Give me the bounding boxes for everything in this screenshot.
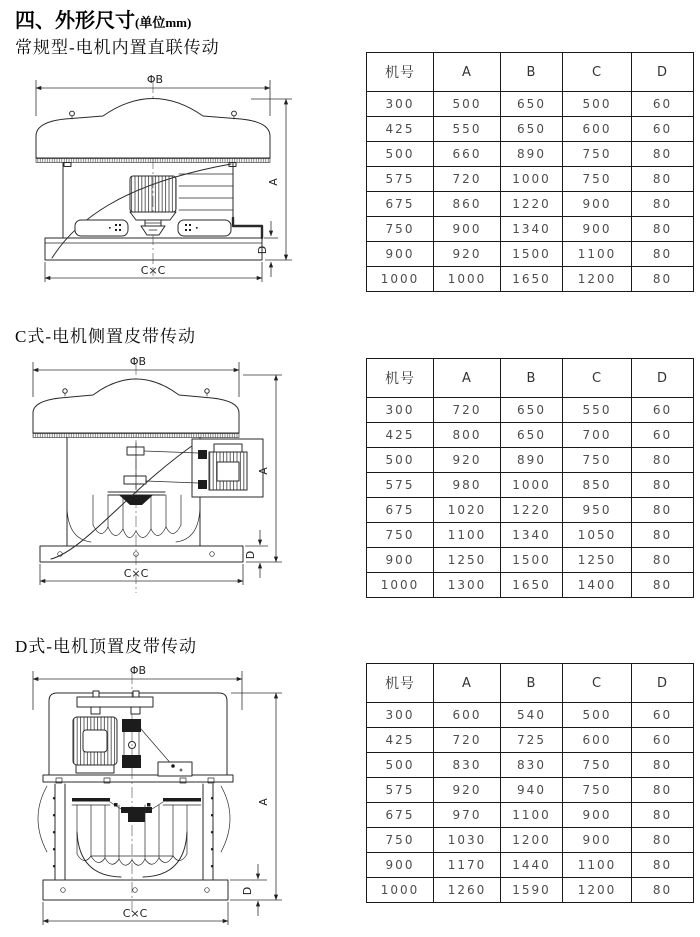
table-row <box>367 853 694 878</box>
dimension-table-d-type <box>366 663 694 903</box>
table-cell: 1050 <box>563 523 632 548</box>
section-heading-c-type: C式-电机侧置皮带传动 <box>15 327 196 346</box>
table-cell: 80 <box>632 498 694 523</box>
table-cell: 725 <box>501 728 563 753</box>
table-cell: 660 <box>434 142 501 167</box>
table-cell: 80 <box>632 753 694 778</box>
base-plate <box>45 238 262 260</box>
table-cell: 60 <box>632 92 694 117</box>
table-header-cell: D <box>632 359 694 398</box>
table-header-row <box>367 53 694 92</box>
table-cell: 1000 <box>501 167 563 192</box>
table-cell: 860 <box>434 192 501 217</box>
fan-dome <box>33 379 239 438</box>
table-header-cell: D <box>632 53 694 92</box>
table-cell: 80 <box>632 878 694 903</box>
table-cell: 80 <box>632 242 694 267</box>
table-row <box>367 398 694 423</box>
table-cell: 1000 <box>434 267 501 292</box>
table-row <box>367 473 694 498</box>
dim-label-diameter: ΦB <box>146 73 164 86</box>
table-cell: 1340 <box>501 523 563 548</box>
table-header-cell: 机号 <box>367 53 434 92</box>
dimension-cxc <box>43 902 228 925</box>
base-plate <box>43 880 228 900</box>
table-row <box>367 142 694 167</box>
table-cell: 890 <box>501 448 563 473</box>
belt-drive <box>122 719 192 776</box>
dim-label-footprint: C×C <box>122 907 148 920</box>
table-row <box>367 573 694 598</box>
table-row <box>367 498 694 523</box>
table-cell: 550 <box>563 398 632 423</box>
table-cell: 60 <box>632 423 694 448</box>
table-cell: 920 <box>434 242 501 267</box>
table-cell: 650 <box>501 117 563 142</box>
dimension-cxc <box>45 262 262 282</box>
impeller-blades <box>93 492 181 538</box>
table-cell: 80 <box>632 217 694 242</box>
title-text: 四、外形尺寸 <box>15 10 135 32</box>
table-header-cell: B <box>501 359 563 398</box>
table-row <box>367 753 694 778</box>
table-cell: 600 <box>563 728 632 753</box>
dim-label-base-height: D <box>241 886 254 896</box>
table-cell: 900 <box>367 853 434 878</box>
table-cell: 1340 <box>501 217 563 242</box>
table-cell: 80 <box>632 853 694 878</box>
table-header-row <box>367 664 694 703</box>
table-cell: 550 <box>434 117 501 142</box>
table-cell: 1400 <box>563 573 632 598</box>
table-cell: 80 <box>632 548 694 573</box>
table-header-cell: A <box>434 53 501 92</box>
table-cell: 970 <box>434 803 501 828</box>
table-cell: 80 <box>632 828 694 853</box>
table-cell: 425 <box>367 117 434 142</box>
table-cell: 500 <box>563 92 632 117</box>
impeller-blades <box>72 798 201 877</box>
table-cell: 1250 <box>434 548 501 573</box>
table-cell: 600 <box>563 117 632 142</box>
table-header-cell: C <box>563 359 632 398</box>
table-header-cell: 机号 <box>367 359 434 398</box>
motor <box>130 176 176 235</box>
table-header-cell: A <box>434 664 501 703</box>
table-cell: 900 <box>367 548 434 573</box>
table-cell: 1650 <box>501 267 563 292</box>
table-row <box>367 728 694 753</box>
table-row <box>367 267 694 292</box>
table-header-cell: B <box>501 664 563 703</box>
drawing-d-type <box>15 662 345 932</box>
dimension-a <box>230 693 282 900</box>
table-cell: 720 <box>434 398 501 423</box>
table-cell: 750 <box>563 167 632 192</box>
table-cell: 1170 <box>434 853 501 878</box>
table-cell: 1300 <box>434 573 501 598</box>
table-cell: 1440 <box>501 853 563 878</box>
table-cell: 1000 <box>501 473 563 498</box>
table-row <box>367 217 694 242</box>
dimension-d <box>256 221 278 277</box>
table-cell: 1000 <box>367 573 434 598</box>
dim-label-diameter: ΦB <box>129 664 147 677</box>
table-cell: 900 <box>434 217 501 242</box>
table-cell: 650 <box>501 92 563 117</box>
table-cell: 900 <box>563 803 632 828</box>
table-cell: 300 <box>367 398 434 423</box>
table-header-row <box>367 359 694 398</box>
table-header-cell: B <box>501 53 563 92</box>
table-cell: 500 <box>367 753 434 778</box>
table-row <box>367 703 694 728</box>
table-cell: 1100 <box>563 853 632 878</box>
table-cell: 750 <box>563 142 632 167</box>
table-row <box>367 878 694 903</box>
dimension-cxc <box>40 564 243 585</box>
spinner-cone <box>141 226 165 235</box>
top-housing <box>43 691 233 782</box>
table-row <box>367 778 694 803</box>
dimension-table-c-type <box>366 358 694 598</box>
dim-label-footprint: C×C <box>140 264 166 277</box>
table-cell: 1100 <box>501 803 563 828</box>
dim-label-footprint: C×C <box>123 567 149 580</box>
table-cell: 80 <box>632 142 694 167</box>
table-cell: 1200 <box>563 267 632 292</box>
dim-label-height: A <box>257 467 270 475</box>
section-heading-standard: 常规型-电机内置直联传动 <box>15 38 220 57</box>
table-cell: 425 <box>367 728 434 753</box>
page-title <box>15 4 191 33</box>
table-cell: 1650 <box>501 573 563 598</box>
table-cell: 575 <box>367 473 434 498</box>
table-cell: 675 <box>367 803 434 828</box>
table-cell: 80 <box>632 267 694 292</box>
table-cell: 830 <box>501 753 563 778</box>
table-header-cell: A <box>434 359 501 398</box>
table-row <box>367 548 694 573</box>
lower-shroud <box>38 784 230 880</box>
table-cell: 80 <box>632 448 694 473</box>
table-cell: 720 <box>434 728 501 753</box>
table-cell: 600 <box>434 703 501 728</box>
drawing-standard-type <box>15 70 345 305</box>
table-cell: 1250 <box>563 548 632 573</box>
table-cell: 900 <box>563 217 632 242</box>
base-plate <box>40 546 243 562</box>
dimension-d <box>230 864 267 916</box>
dim-label-height: A <box>257 798 270 806</box>
table-cell: 940 <box>501 778 563 803</box>
table-cell: 60 <box>632 398 694 423</box>
table-row <box>367 167 694 192</box>
section-heading-d-type: D式-电机顶置皮带传动 <box>15 637 197 656</box>
table-cell: 1000 <box>367 267 434 292</box>
unit-note: (单位mm) <box>135 15 192 30</box>
table-cell: 750 <box>367 217 434 242</box>
table-cell: 1220 <box>501 192 563 217</box>
table-row <box>367 92 694 117</box>
dimension-d <box>244 530 268 578</box>
table-cell: 60 <box>632 703 694 728</box>
table-cell: 1020 <box>434 498 501 523</box>
table-cell: 500 <box>367 448 434 473</box>
table-cell: 80 <box>632 192 694 217</box>
table-header-cell: C <box>563 664 632 703</box>
table-cell: 1100 <box>563 242 632 267</box>
dim-label-diameter: ΦB <box>129 355 147 368</box>
dim-label-base-height: D <box>256 245 269 255</box>
table-header-cell: 机号 <box>367 664 434 703</box>
table-cell: 1000 <box>367 878 434 903</box>
table-cell: 650 <box>501 423 563 448</box>
fan-dome <box>36 99 270 167</box>
table-cell: 700 <box>563 423 632 448</box>
table-cell: 750 <box>367 523 434 548</box>
table-cell: 675 <box>367 498 434 523</box>
table-cell: 60 <box>632 728 694 753</box>
table-cell: 720 <box>434 167 501 192</box>
table-cell: 800 <box>434 423 501 448</box>
table-cell: 1260 <box>434 878 501 903</box>
table-cell: 80 <box>632 778 694 803</box>
table-cell: 80 <box>632 573 694 598</box>
dim-label-base-height: D <box>244 550 257 560</box>
table-cell: 80 <box>632 803 694 828</box>
table-cell: 980 <box>434 473 501 498</box>
table-cell: 950 <box>563 498 632 523</box>
dim-label-height: A <box>267 178 280 186</box>
table-cell: 650 <box>501 398 563 423</box>
table-header-cell: C <box>563 53 632 92</box>
table-row <box>367 828 694 853</box>
motor <box>73 717 117 773</box>
table-cell: 80 <box>632 473 694 498</box>
table-cell: 750 <box>563 753 632 778</box>
table-cell: 60 <box>632 117 694 142</box>
table-cell: 300 <box>367 92 434 117</box>
table-cell: 750 <box>563 448 632 473</box>
table-cell: 750 <box>563 778 632 803</box>
table-cell: 1500 <box>501 548 563 573</box>
table-cell: 500 <box>563 703 632 728</box>
table-cell: 920 <box>434 448 501 473</box>
table-cell: 80 <box>632 523 694 548</box>
table-cell: 830 <box>434 753 501 778</box>
table-cell: 80 <box>632 167 694 192</box>
table-row <box>367 448 694 473</box>
dimension-table-standard <box>366 52 694 292</box>
table-cell: 575 <box>367 167 434 192</box>
table-cell: 900 <box>367 242 434 267</box>
drawing-c-type <box>15 355 345 605</box>
table-row <box>367 117 694 142</box>
table-cell: 920 <box>434 778 501 803</box>
table-cell: 900 <box>563 828 632 853</box>
table-cell: 1200 <box>563 878 632 903</box>
motor <box>192 439 263 497</box>
table-row <box>367 523 694 548</box>
table-row <box>367 803 694 828</box>
table-cell: 540 <box>501 703 563 728</box>
table-cell: 425 <box>367 423 434 448</box>
table-cell: 1220 <box>501 498 563 523</box>
table-cell: 575 <box>367 778 434 803</box>
table-header-cell: D <box>632 664 694 703</box>
table-cell: 900 <box>563 192 632 217</box>
table-row <box>367 242 694 267</box>
table-cell: 300 <box>367 703 434 728</box>
table-cell: 750 <box>367 828 434 853</box>
table-cell: 500 <box>434 92 501 117</box>
table-row <box>367 192 694 217</box>
table-cell: 675 <box>367 192 434 217</box>
table-cell: 1200 <box>501 828 563 853</box>
table-cell: 850 <box>563 473 632 498</box>
table-cell: 1100 <box>434 523 501 548</box>
table-cell: 890 <box>501 142 563 167</box>
table-cell: 1590 <box>501 878 563 903</box>
table-row <box>367 423 694 448</box>
table-cell: 500 <box>367 142 434 167</box>
table-cell: 1030 <box>434 828 501 853</box>
table-cell: 1500 <box>501 242 563 267</box>
